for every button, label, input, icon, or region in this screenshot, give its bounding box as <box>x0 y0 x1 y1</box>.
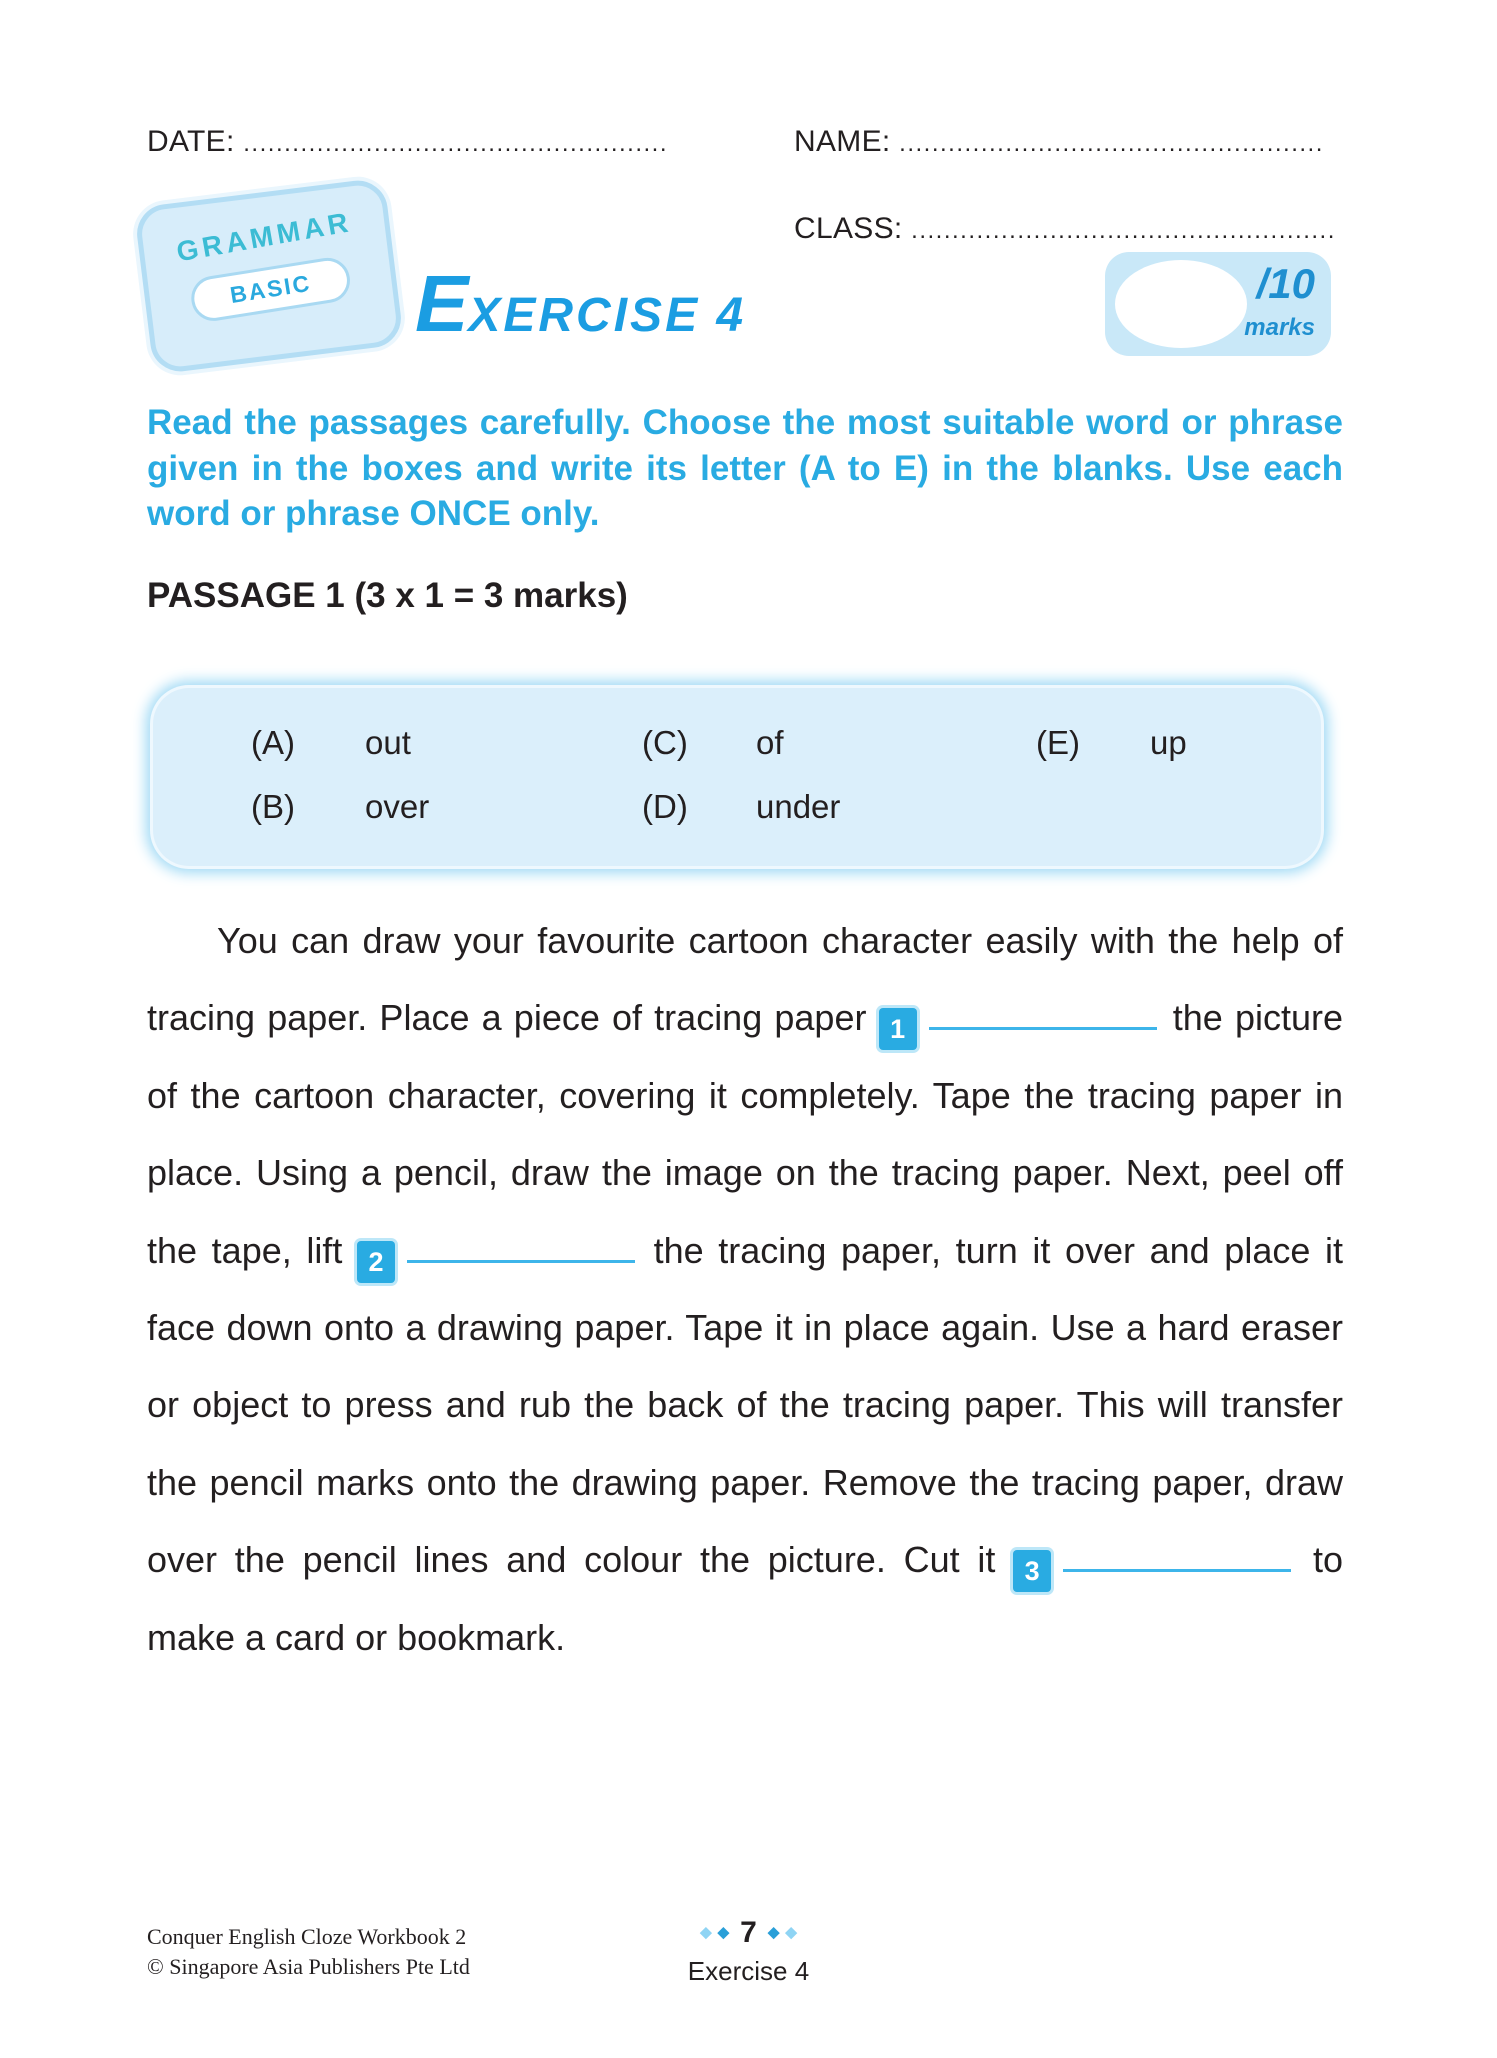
grammar-basic-stamp <box>134 177 405 374</box>
option-word: out <box>365 724 411 761</box>
blank-line-1 <box>929 1027 1157 1030</box>
badge-basic-text: BASIC <box>188 255 353 324</box>
option-letter: (D) <box>642 788 688 825</box>
blank-number-3: 3 <box>1013 1550 1051 1592</box>
score-oval <box>1115 260 1247 348</box>
blank-line-2 <box>407 1260 635 1263</box>
footer-publisher: © Singapore Asia Publishers Pte Ltd <box>147 1953 470 1979</box>
option-word: of <box>756 724 784 761</box>
blank-number-2: 2 <box>357 1241 395 1283</box>
footer-book-title: Conquer English Cloze Workbook 2 <box>147 1924 467 1949</box>
footer-page-block <box>0 1916 1497 1987</box>
class-label: CLASS: <box>794 212 903 245</box>
marks-total: /10 <box>1256 260 1315 307</box>
diamond-icon: ◆ <box>700 1924 712 1941</box>
option-b <box>251 788 642 826</box>
page-number-row <box>0 1916 1497 1950</box>
passage-segment: You can draw your favourite cartoon character easily with the help of tracing paper. Place a piece of tracing paper <box>147 920 1343 1039</box>
class-dotted-line: .................................................... <box>911 217 1336 244</box>
passage-segment: to make a card or bookmark. <box>147 1539 1343 1658</box>
marks-label: marks <box>1244 314 1315 341</box>
option-letter: (C) <box>642 724 688 761</box>
name-label: NAME: <box>794 125 891 158</box>
option-letter: (B) <box>251 788 295 825</box>
name-field <box>794 125 1324 159</box>
option-letter: (A) <box>251 724 295 761</box>
passage-segment: the tracing paper, turn it over and place it face down onto a drawing paper. Tape it in place again. Use a hard eraser or object to press and rub the back of the tracing paper. This will transfer the pencil marks onto the drawing paper. Remove the tracing paper, draw over the pencil lines and colour the picture. Cut it <box>147 1229 1343 1581</box>
page-number: 7 <box>740 1916 757 1949</box>
option-letter: (E) <box>1036 724 1080 761</box>
name-dotted-line: .................................................... <box>899 130 1324 157</box>
blank-line-3 <box>1063 1569 1291 1572</box>
option-d <box>642 788 1036 826</box>
badge-grammar-text: GRAMMAR <box>174 206 355 268</box>
diamond-icon: ◆ <box>785 1924 797 1941</box>
instructions-text: Read the passages carefully. Choose the most suitable word or phrase given in the boxes and write its letter (A to E) in the blanks. Use each word or phrase ONCE only. <box>147 403 1343 533</box>
blank-number-1: 1 <box>879 1008 917 1050</box>
diamond-icon: ◆ <box>717 1924 730 1941</box>
word-options-box <box>153 688 1321 866</box>
option-word: over <box>365 788 430 825</box>
option-word: up <box>1150 724 1187 761</box>
date-field <box>147 125 668 159</box>
option-word: under <box>756 788 841 825</box>
page-title <box>415 258 746 350</box>
passage-segment: the picture of the cartoon character, covering it completely. Tape the tracing paper in place. Using a pencil, draw the image on the tracing paper. Next, peel off the tape, lift <box>147 997 1343 1271</box>
passage-text <box>147 902 1343 1676</box>
option-c <box>642 724 1036 762</box>
diamond-icon: ◆ <box>767 1924 780 1941</box>
option-a <box>251 724 642 762</box>
class-field <box>794 212 1336 246</box>
marks-box <box>1105 252 1331 356</box>
date-dotted-line: .................................................... <box>243 130 668 157</box>
option-e <box>1036 724 1291 762</box>
title-initial: E <box>415 259 469 348</box>
footer-exercise-label: Exercise 4 <box>687 1956 810 1986</box>
passage-heading: PASSAGE 1 (3 x 1 = 3 marks) <box>147 576 628 615</box>
date-label: DATE: <box>147 125 235 158</box>
title-rest: XERCISE 4 <box>468 289 747 342</box>
